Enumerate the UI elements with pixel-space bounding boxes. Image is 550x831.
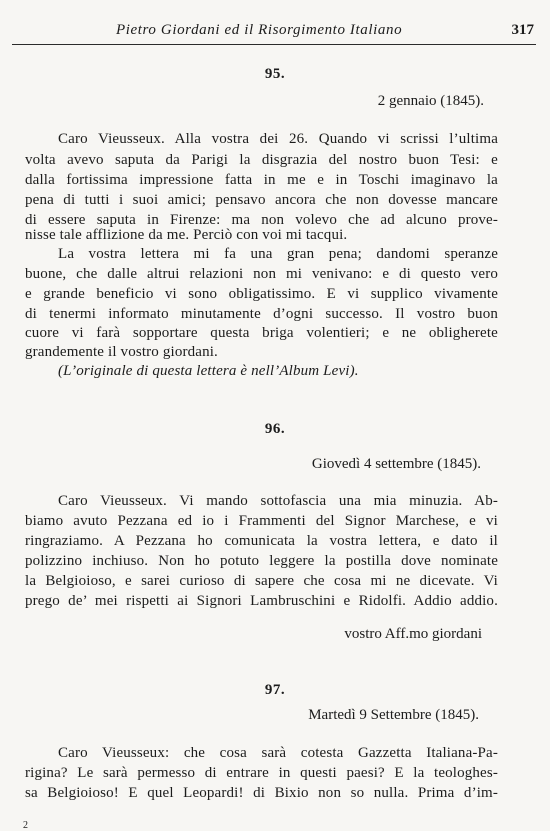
text-line: La vostra lettera mi fa una gran pena; dandomi speranze	[58, 246, 498, 262]
text-line: buone, che dalle altrui relazioni non mi venivano: e di questo vero	[25, 266, 498, 282]
running-title: Pietro Giordani ed il Risorgimento Italiano	[116, 22, 403, 38]
text-line: biamo avuto Pezzana ed io i Frammenti del Signor Marchese, e vi	[25, 513, 498, 529]
signature: vostro Aff.mo giordani	[344, 626, 482, 642]
text-line: volta avevo saputa da Parigi la disgrazia del nostro buon Tesi: e	[25, 152, 498, 168]
letter-number: 95.	[264, 66, 286, 82]
text-line: dalla fortissima impressione fatta in me e in Toschi imaginavo la	[25, 172, 498, 188]
letter-date: Martedì 9 Settembre (1845).	[308, 707, 479, 723]
text-line: cuore vi farà sopportare questa briga volentieri; e ne obligherete	[25, 325, 498, 341]
text-line: Caro Vieusseux. Vi mando sottofascia una mia minuzia. Ab-	[58, 493, 498, 509]
letter-number: 97.	[264, 682, 286, 698]
footnote-mark: 2	[23, 820, 28, 831]
text-line: e grande beneficio vi sono obligatissimo. E vi supplico vivamente	[25, 286, 498, 302]
letter-date: 2 gennaio (1845).	[377, 93, 484, 109]
text-line: polizzino inchiuso. Non ho potuto leggere la postilla dove nominate	[25, 553, 498, 569]
text-line: Caro Vieusseux: che cosa sarà cotesta Gazzetta Italiana-Pa-	[58, 745, 498, 761]
source-note: (L’originale di questa lettera è nell’Album Levi).	[58, 363, 359, 379]
text-line: ringraziamo. A Pezzana ho comunicata la vostra lettera, e dato il	[25, 533, 498, 549]
text-line: di essere saputa in Firenze: ma non volevo che ad alcuno prove-	[25, 212, 498, 228]
text-line: grandemente il vostro giordani.	[25, 344, 218, 360]
page-number: 317	[511, 22, 534, 38]
running-header	[12, 22, 536, 45]
text-line: rigina? Le sarà permesso di entrare in questi paesi? E la teologhes-	[25, 765, 498, 781]
letter-number: 96.	[264, 421, 286, 437]
letter-date: Giovedì 4 settembre (1845).	[311, 456, 481, 472]
text-line: Caro Vieusseux. Alla vostra dei 26. Quando vi scrissi l’ultima	[58, 131, 498, 147]
text-line: prego de’ mei rispetti ai Signori Lambruschini e Ridolfi. Addio addio.	[25, 593, 498, 609]
text-line: sa Belgioioso! E quel Leopardi! di Bixio non so nulla. Prima d’im-	[25, 785, 498, 801]
text-line: di tenermi informato minutamente d’ogni successo. Il vostro buon	[25, 306, 498, 322]
text-line: la Belgioioso, e sarei curioso di sapere che cosa mi ne dicevate. Vi	[25, 573, 498, 589]
text-line: nisse tale afflizione da me. Perciò con voi mi tacqui.	[25, 227, 348, 243]
text-line: pena di tutti i suoi amici; pensavo ancora che non dovesse mancare	[25, 192, 498, 208]
